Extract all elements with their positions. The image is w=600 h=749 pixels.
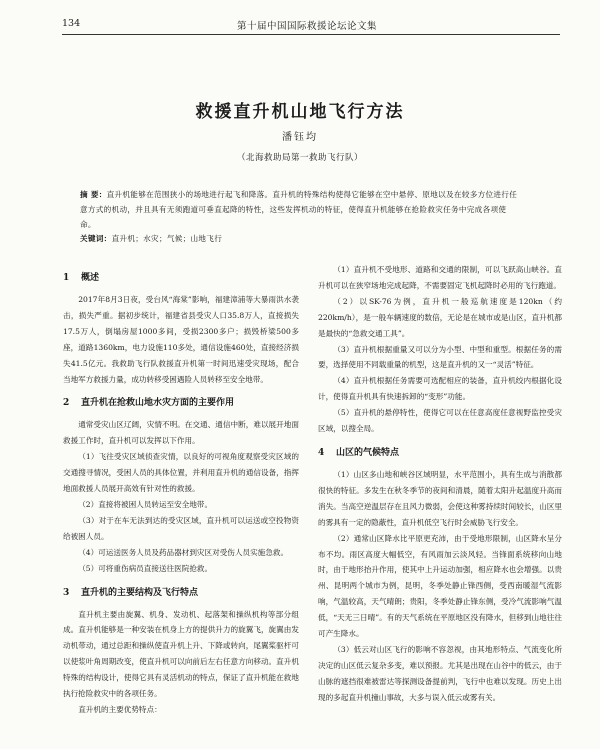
keywords-label: 关键词： — [80, 234, 112, 243]
page-number: 134 — [62, 18, 81, 29]
right-column — [318, 262, 562, 706]
body-paragraph: （5）可将重伤病员直接送往医院抢救。 — [78, 563, 213, 573]
body-paragraph: （1）直升机不受地形、道路和交通的限制，可以飞跃高山峡谷。直升机可以在狭窄场地完成起降，不需要固定飞机起降时必用的飞行跑道。 — [318, 265, 562, 290]
body-paragraph: 2017年8月3日夜，受台风“海棠”影响，福建漳浦等大暴雨洪水袭击，损失严重。据初步统计，福建省县受灾人口35.8万人，直接损失17.5万人，倒塌房屋1000多间，受损2300多户；损毁桥梁500多座，道路1360km，电力设施110多处，通信设施460处，直接经济损失41.5亿元。我救助飞行队救援直升机第一时间迅速受灾现场，配合当地军方救援力量，成功转移受困遇险人员转移至安全地带。 — [63, 295, 299, 384]
body-paragraph: （3）直升机根据重量又可以分为小型、中型和重型。根据任务的需要，选择使用不同载重量的机型，这是直升机的又一“灵活”特征。 — [318, 344, 562, 370]
body-paragraph: （4）可运送医务人员及药品器材到灾区对受伤人员实施急救。 — [78, 547, 289, 557]
section-title: 山区的气候特点 — [336, 447, 400, 458]
body-paragraph: （5）直升机的悬停特性，使得它可以在任意高度任意视野监控受灾区域，以搜全局。 — [318, 408, 562, 434]
section-heading — [63, 394, 299, 412]
running-title: 第十届中国国际救援论坛论文集 — [237, 21, 378, 32]
section-title: 概述 — [81, 273, 100, 283]
abstract-text: 直升机能够在范围狭小的场地进行起飞和降落。直升机的特殊结构使得它能够在空中悬停、原地以及在较多方位进行任意方式的机动，并且具有无须跑道可垂直起降的特性，这些发挥机动的特征，使得直升机能够在抢险救灾任务中完成各项使命。 — [80, 190, 518, 229]
section-number: 1 — [63, 273, 70, 283]
left-column — [63, 262, 299, 718]
keywords-text: 直升机；水灾；气候；山地飞行 — [111, 234, 223, 243]
abstract — [80, 187, 520, 232]
body-paragraph: （4）直升机根据任务需要可选配相应的装备，直升机绞内根据化设计，使得直升机具有快速拆卸的“变形”功能。 — [318, 376, 562, 402]
running-header — [62, 18, 560, 35]
body-paragraph: （1）山区多山地和峡谷区域明显，水平范围小，具有生成与消散都很快的特征。多发生在秋冬季节的夜间和清晨，随着太阳升起温度升高而消失。当高空逆温层存在且风力微弱，会使这种雾持续时间较长，山区里的雾具有一定的隐蔽性，直升机低空飞行时会威胁飞行安全。 — [318, 469, 562, 527]
section-title: 直升机的主要结构及飞行特点 — [81, 587, 199, 598]
body-paragraph: （2）直接将被困人员转运至安全地带。 — [78, 499, 213, 509]
section-heading — [63, 584, 299, 602]
abstract-label: 摘 要： — [80, 190, 107, 199]
section-title: 直升机在抢救山地水灾方面的主要作用 — [81, 398, 235, 409]
author-name: 潘钰均 — [282, 132, 318, 143]
section-number: 4 — [318, 447, 325, 458]
body-paragraph: 直升机主要由旋翼、机身、发动机、起落架和操纵机构等部分组成。直升机能够是一种安装在机身上方的提供升力的旋翼飞，旋翼由发动机带动，通过总距和操纵使直升机上升、下降或转向，尾翼桨驱杆可以使浆叶角周期改变，使直升机可以向前后左右任意方向移动。直升机特殊的结构设计，使得它具有灵活机动的特点，保证了直升机能在救地执行抢险救灾中的各项任务。 — [63, 609, 299, 699]
body-paragraph: （3）低云对山区飞行的影响不容忽视，由其地形特点、气流变化所决定的山区低云复杂多变，难以预报。尤其是出现在山谷中的低云，由于山脉的遮挡很难被雷达等探测设备提前判，飞行中也难以发现。历史上出现的多起直升机撞山事故，大多与误入低云或雾有关。 — [318, 644, 562, 702]
body-paragraph: 通常受灾山区辽阔，灾情不明。在交通、通信中断，难以展开地面救援工作时，直升机可以发挥以下作用。 — [63, 420, 299, 446]
section-number: 2 — [63, 398, 70, 409]
section-number: 3 — [63, 587, 70, 598]
paper-title: 救援直升机山地飞行方法 — [195, 102, 405, 122]
section-heading — [63, 269, 299, 287]
body-paragraph: （1）飞往受灾区域侦查灾情，以良好的可视角度观察受灾区域的交通搜寻情况，受困人员的具体位置，并利用直升机的通信设备，指挥地面救援人员展开高效有针对性的救援。 — [63, 452, 299, 494]
section-heading — [318, 444, 562, 462]
keywords — [80, 233, 520, 244]
body-paragraph: （3）对于在车无法到达的受灾区域，直升机可以运送或空投物资给被困人员。 — [63, 515, 299, 541]
body-paragraph: 直升机的主要优势特点： — [78, 704, 162, 714]
body-paragraph: （2）通常山区降水比平原更充沛，由于受地形限制，山区降水呈分布不均。雨区高度大幅低空，有风雨加云淡风轻。当锋面系统移向山地时，由于地形抬升作用，使其中上升运动加强，相应降水也会增强。以贵州、昆明两个城市为例，昆明，冬季处静止锋西侧，受西南暖湿气流影响，气温较高，天气晴朗；贵阳，冬季处静止锋东侧，受冷气流影响气温低，“天无三日晴”。有的天气系统在平原地区没有降水，但移到山地往往可产生降水。 — [318, 533, 562, 639]
author-affiliation: （北海救助局第一救助飞行队） — [236, 153, 363, 163]
body-paragraph: （2）以SK-76为例，直升机一般巡航速度是120kn（约220km/h），是一般车辆速度的数倍，无论是在城市或是山区，直升机都是最快的“急救交通工具”。 — [318, 296, 562, 338]
